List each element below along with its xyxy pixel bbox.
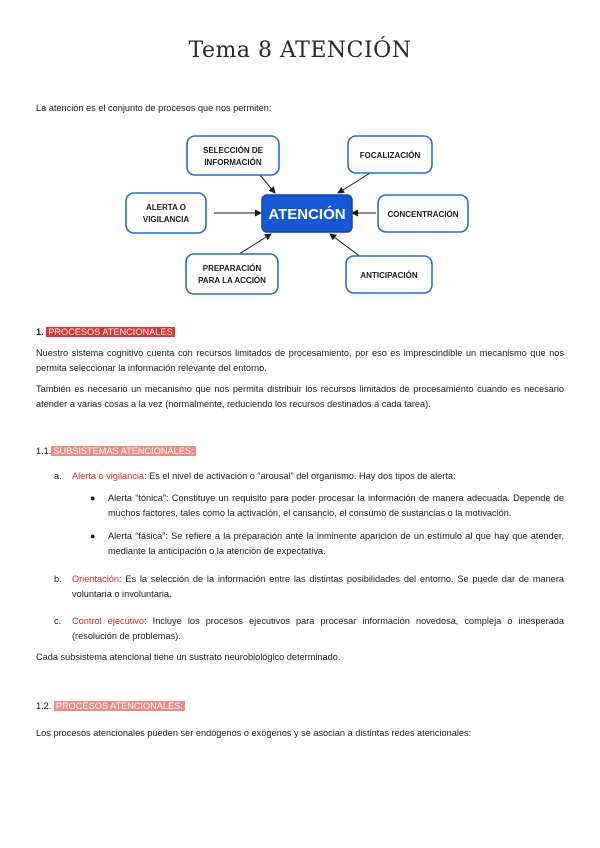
item-b-term: Orientación	[72, 574, 119, 584]
item-c-text	[72, 614, 564, 644]
node-preparacion-line1: PREPARACIÓN	[202, 264, 262, 273]
section-1-2-title: PROCESOS ATENCIONALES:	[55, 701, 183, 711]
section-1-1-number: 1.1.	[36, 446, 52, 456]
item-a-text	[72, 469, 564, 484]
node-alerta-line2: VIGILANCIA	[142, 215, 190, 224]
arrow-preparacion	[236, 234, 271, 256]
section-1-para-1: Nuestro sistema cognitivo cuenta con recursos limitados de procesamiento, por eso es imprescindible un mecanismo que nos permita seleccionar la información relevante del entorno.	[36, 348, 564, 373]
section-1-2-para: Los procesos atencionales pueden ser endógenos o exógenos y se asocian a distintas redes atencionales:	[36, 728, 472, 738]
center-node-label: ATENCIÓN	[268, 206, 346, 223]
item-c-marker: c.	[54, 616, 62, 626]
node-seleccion-line1: SELECCIÓN DE	[202, 146, 264, 155]
item-a-bullet-1: Alerta “tónica”: Constituye un requisito para poder procesar la información de manera adecuada. Depende de muchos factores, tales como la activación, el cansancio, el consumo de sustancias o la motivación.	[108, 493, 564, 518]
item-a-bullet-2: Alerta “fásica”: Se refiere a la preparación ante la inminente aparición de un estímulo al que hay que atender, mediante la anticipación o la atención de expectativa.	[108, 531, 564, 556]
section-1-2-number: 1.2.	[36, 701, 52, 711]
item-b-desc: : Es la selección de la información entre las distintas posibilidades del entorno. Se puede dar de manera voluntaria o involuntaria.	[72, 574, 564, 599]
node-focalizacion-line1: FOCALIZACIÓN	[359, 151, 421, 160]
intro-text: La atención es el conjunto de procesos que nos permiten:	[36, 103, 272, 113]
section-1-para-2: También es necesario un mecanismo que nos permita distribuir los recursos limitados de procesamiento cuando es necesario atender a varias cosas a la vez (normalmente, reduciendo los recursos destinados a cada tarea).	[36, 384, 564, 409]
section-1-heading	[36, 325, 566, 340]
item-a-term: Alerta o vigilancia	[72, 471, 145, 481]
node-preparacion-line2: PARA LA ACCIÓN	[198, 276, 266, 285]
section-1-1-closing: Cada subsistema atencional tiene un sustrato neurobiológico determinado.	[36, 652, 341, 662]
section-1-1-heading	[36, 444, 566, 459]
item-a-marker: a.	[54, 471, 62, 481]
item-c-term: Control ejecutivo	[72, 616, 144, 626]
node-concentracion-line1: CONCENTRACIÓN	[387, 210, 459, 219]
section-1-2-heading	[36, 699, 566, 714]
item-b-marker: b.	[54, 574, 62, 584]
node-preparacion	[186, 254, 278, 294]
node-seleccion	[187, 136, 279, 175]
item-a-desc: : Es el nivel de activación o “arousal” del organismo. Hay dos tipos de alerta:	[144, 471, 456, 481]
node-seleccion-line2: INFORMACIÓN	[204, 158, 262, 167]
node-anticipacion-line1: ANTICIPACIÓN	[360, 271, 418, 280]
bullet-icon: ●	[90, 531, 96, 541]
arrow-anticipacion	[330, 234, 362, 258]
item-b-text	[72, 572, 564, 602]
section-1-1-title: SUBSISTEMAS ATENCIONALES:	[53, 446, 194, 456]
section-1-title: PROCESOS ATENCIONALES	[48, 327, 173, 337]
node-alerta-line1: ALERTA O	[146, 203, 186, 212]
section-1-number: 1.	[36, 327, 44, 337]
page-title: Tema 8 ATENCIÓN	[188, 38, 412, 63]
bullet-icon: ●	[90, 493, 96, 503]
item-c-desc: : Incluye los procesos ejecutivos para procesar información novedosa, compleja o inesperada (resolución de problemas).	[72, 616, 564, 641]
node-alerta	[126, 193, 206, 233]
